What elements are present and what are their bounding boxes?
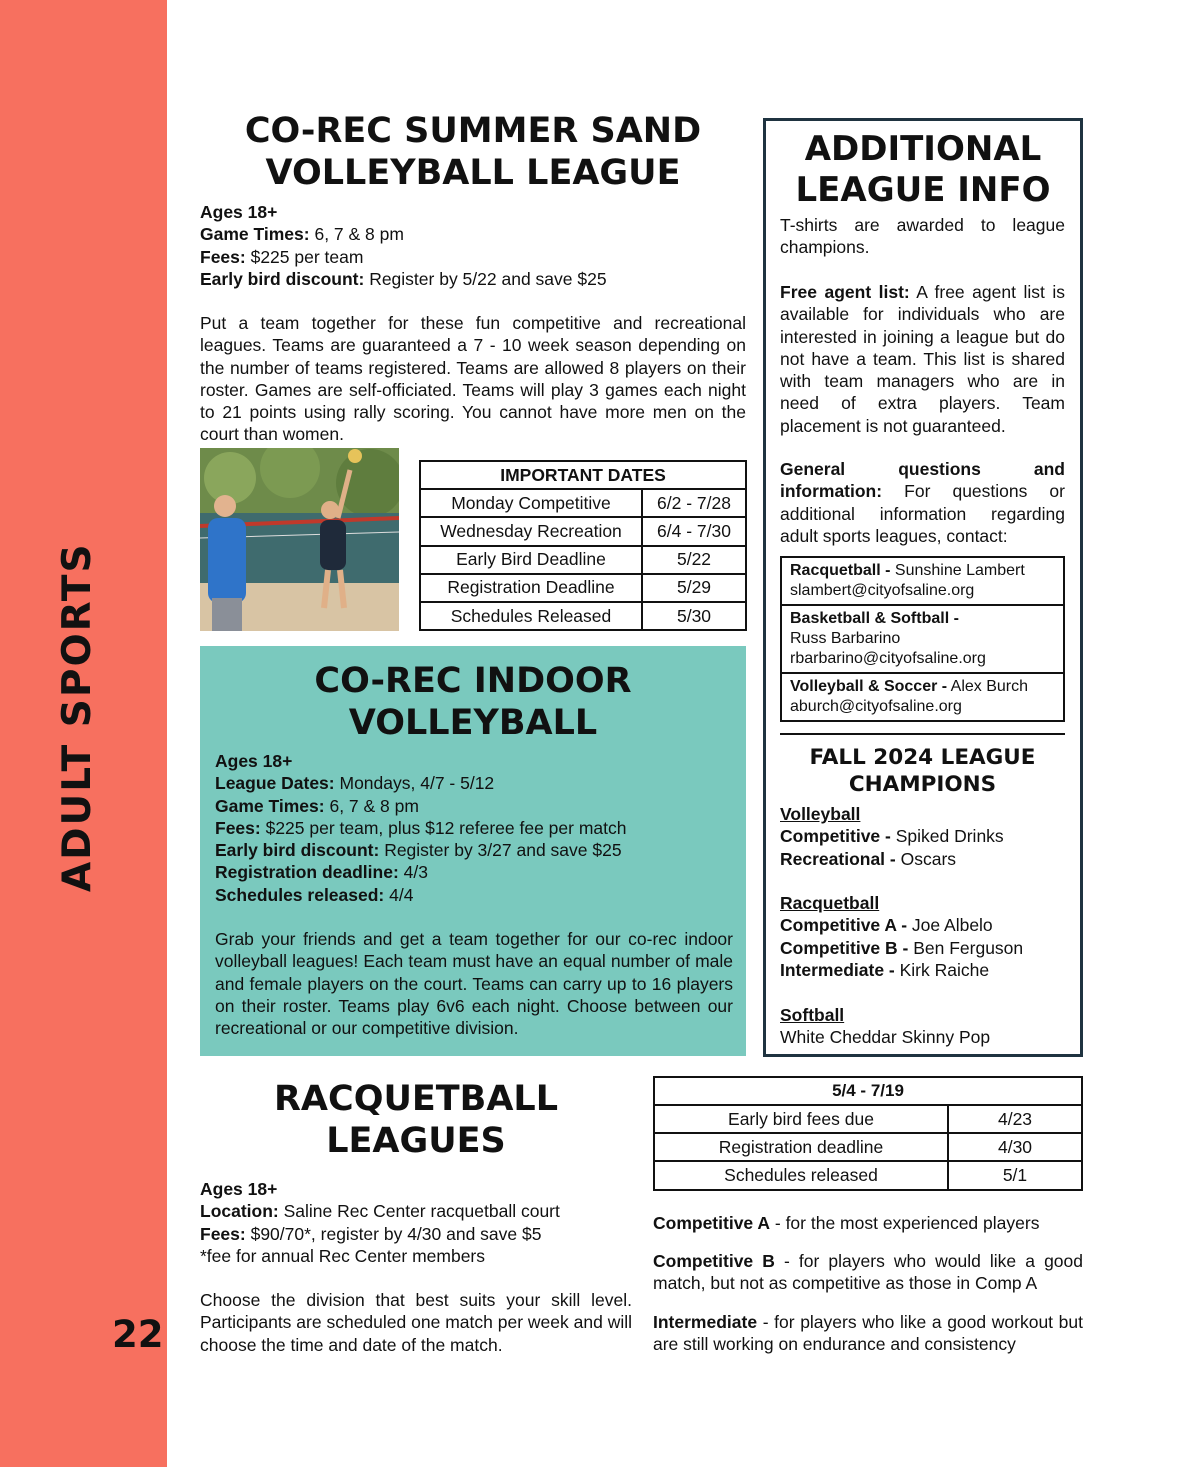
indoor-ages: Ages 18+ <box>215 751 293 771</box>
sand-dates-header: IMPORTANT DATES <box>420 461 746 489</box>
date-value: 6/2 - 7/28 <box>642 489 746 517</box>
date-label: Early bird fees due <box>654 1105 948 1133</box>
champion-division: Intermediate - <box>780 960 895 981</box>
division-desc: - for players who would like a good match, but not as competitive as those in Comp A <box>653 1251 1084 1294</box>
champion-division: Competitive B - <box>780 937 909 958</box>
contact-volleyball-soccer <box>782 674 1063 720</box>
indoor-early: Register by 3/27 and save $25 <box>379 840 622 861</box>
champion-team: Spiked Drinks <box>890 826 1004 847</box>
table-row <box>654 1105 1082 1133</box>
table-row <box>420 546 746 574</box>
indoor-game-times: 6, 7 & 8 pm <box>324 795 419 816</box>
free-agent-text: A free agent list is available for individuals who are interested in joining a league but do not have a team. This list is shared with team managers who are in need of extra players. Team placement is not guaranteed. <box>780 282 1065 436</box>
rb-fee-note: *fee for annual Rec Center members <box>200 1245 485 1266</box>
date-label: Wednesday Recreation <box>420 517 642 545</box>
sand-fees: $225 per team <box>245 246 364 267</box>
sand-volleyball-info <box>200 201 746 290</box>
contacts-table <box>780 556 1065 722</box>
spacer <box>780 981 1070 1003</box>
date-value: 5/22 <box>642 546 746 574</box>
contact-sport: Basketball & Softball - <box>790 610 959 627</box>
rb-location: Saline Rec Center racquetball court <box>278 1201 560 1222</box>
racquetball-dates-table <box>653 1076 1083 1191</box>
indoor-fees-label: Fees: <box>215 817 261 838</box>
sand-volleyball-description: Put a team together for these fun competitive and recreational leagues. Teams are guaranteed a 7 - 10 week season depending on the number of teams registered. Teams are allowed 8 players on their roster. Games are self-officiated. Teams will play 3 games each night to 21 points using rally scoring. You cannot have more men on the court than women. <box>200 313 746 445</box>
table-row <box>654 1161 1082 1189</box>
racquetball-description: Choose the division that best suits your skill level. Participants are scheduled one match per week and will choose the time and date of the match. <box>200 1290 632 1355</box>
date-value: 4/30 <box>948 1133 1082 1161</box>
champion-team: Oscars <box>895 848 957 869</box>
contact-email[interactable]: rbarbarino@cityofsaline.org <box>790 650 986 667</box>
champion-division: Competitive - <box>780 826 891 847</box>
softball-champion: White Cheddar Skinny Pop <box>780 1026 991 1047</box>
indoor-league-dates-label: League Dates: <box>215 773 335 794</box>
indoor-league-dates: Mondays, 4/7 - 5/12 <box>334 773 495 794</box>
general-questions-note <box>780 458 1065 547</box>
indoor-sched-label: Schedules released: <box>215 884 385 905</box>
division-desc: - for the most experienced players <box>770 1213 1040 1233</box>
sand-game-times-label: Game Times: <box>200 224 310 245</box>
sand-ages: Ages 18+ <box>200 202 278 222</box>
date-label: Registration Deadline <box>420 574 642 602</box>
sand-volleyball-title: CO-REC SUMMER SAND VOLLEYBALL LEAGUE <box>244 111 702 193</box>
contact-basketball-softball <box>782 606 1063 674</box>
indoor-volleyball-info <box>215 750 733 906</box>
contact-name: Alex Burch <box>947 678 1029 695</box>
champion-team: Kirk Raiche <box>894 960 990 981</box>
rb-fees: $90/70*, register by 4/30 and save $5 <box>245 1223 542 1244</box>
racquetball-heading: Racquetball <box>780 893 880 914</box>
volleyball-heading: Volleyball <box>780 804 861 824</box>
contact-email[interactable]: slambert@cityofsaline.org <box>790 582 975 599</box>
division-name: Competitive B <box>653 1251 775 1271</box>
date-label: Schedules released <box>654 1161 948 1189</box>
additional-info-title: ADDITIONAL LEAGUE INFO <box>795 129 1051 210</box>
general-text: For questions or additional information regarding adult sports leagues, contact: <box>780 481 1065 546</box>
rb-ages: Ages 18+ <box>200 1179 278 1199</box>
list-item <box>780 848 1070 870</box>
racquetball-info <box>200 1178 632 1267</box>
date-value: 5/1 <box>948 1161 1082 1189</box>
division-name: Competitive A <box>653 1213 771 1233</box>
champion-team: Ben Ferguson <box>908 937 1024 958</box>
date-label: Monday Competitive <box>420 489 642 517</box>
date-label: Early Bird Deadline <box>420 546 642 574</box>
free-agent-label: Free agent list: <box>780 282 910 302</box>
division-name: Intermediate <box>653 1312 758 1332</box>
sand-game-times: 6, 7 & 8 pm <box>309 224 404 245</box>
champion-team: Joe Albelo <box>907 915 993 936</box>
division-desc: - for players who like a good workout but are still working on endurance and consistency <box>653 1312 1083 1355</box>
indoor-game-times-label: Game Times: <box>215 795 325 816</box>
contact-sport: Volleyball & Soccer - <box>790 678 948 695</box>
indoor-volleyball-title: CO-REC INDOOR VOLLEYBALL <box>314 661 632 743</box>
date-value: 5/30 <box>642 602 746 630</box>
spacer <box>780 870 1070 892</box>
rb-location-label: Location: <box>200 1201 279 1222</box>
rb-dates-header: 5/4 - 7/19 <box>654 1077 1082 1105</box>
date-label: Schedules Released <box>420 602 642 630</box>
date-label: Registration deadline <box>654 1133 948 1161</box>
contact-email[interactable]: aburch@cityofsaline.org <box>790 698 962 715</box>
table-row <box>420 574 746 602</box>
indoor-fees: $225 per team, plus $12 referee fee per match <box>260 817 627 838</box>
divider <box>780 733 1065 735</box>
division-intermediate <box>653 1311 1083 1356</box>
division-competitive-b <box>653 1250 1083 1295</box>
contact-name: Russ Barbarino <box>790 630 901 647</box>
division-competitive-a <box>653 1212 1083 1234</box>
list-item <box>780 914 1070 936</box>
champions-title: FALL 2024 LEAGUE CHAMPIONS <box>809 745 1036 797</box>
date-value: 5/29 <box>642 574 746 602</box>
tshirt-note: T-shirts are awarded to league champions. <box>780 215 1065 258</box>
champions-list <box>780 803 1070 1048</box>
sand-early-label: Early bird discount: <box>200 268 365 289</box>
indoor-sched: 4/4 <box>384 884 414 905</box>
list-item <box>780 959 1070 981</box>
indoor-volleyball-description: Grab your friends and get a team together for our co-rec indoor volleyball leagues! Each team must have an equal number of male and female players on the court. Teams can carry up to 16 players on their roster. Teams play 6v6 each night. Choose between our recreational or our competitive division. <box>215 929 733 1039</box>
contact-name: Sunshine Lambert <box>890 562 1025 579</box>
table-row <box>420 489 746 517</box>
volleyball-photo <box>200 448 399 631</box>
date-value: 6/4 - 7/30 <box>642 517 746 545</box>
section-label: ADULT SPORTS <box>55 542 100 892</box>
sand-dates-table <box>419 460 747 631</box>
page-number: 22 <box>112 1313 164 1356</box>
rb-fees-label: Fees: <box>200 1223 246 1244</box>
indoor-reg-label: Registration deadline: <box>215 862 399 883</box>
contact-racquetball <box>782 558 1063 606</box>
general-label: General questions and information: <box>780 459 1065 502</box>
contact-sport: Racquetball - <box>790 562 891 579</box>
sand-fees-label: Fees: <box>200 246 246 267</box>
list-item <box>780 825 1070 847</box>
softball-heading: Softball <box>780 1004 845 1025</box>
table-row <box>420 517 746 545</box>
indoor-reg: 4/3 <box>398 862 428 883</box>
champion-division: Competitive A - <box>780 915 908 936</box>
sand-early: Register by 5/22 and save $25 <box>364 268 607 289</box>
list-item <box>780 937 1070 959</box>
date-value: 4/23 <box>948 1105 1082 1133</box>
racquetball-title: RACQUETBALL LEAGUES <box>273 1079 559 1161</box>
indoor-early-label: Early bird discount: <box>215 840 380 861</box>
table-row <box>420 602 746 630</box>
table-row <box>654 1133 1082 1161</box>
free-agent-note <box>780 281 1065 437</box>
champion-division: Recreational - <box>780 848 896 869</box>
